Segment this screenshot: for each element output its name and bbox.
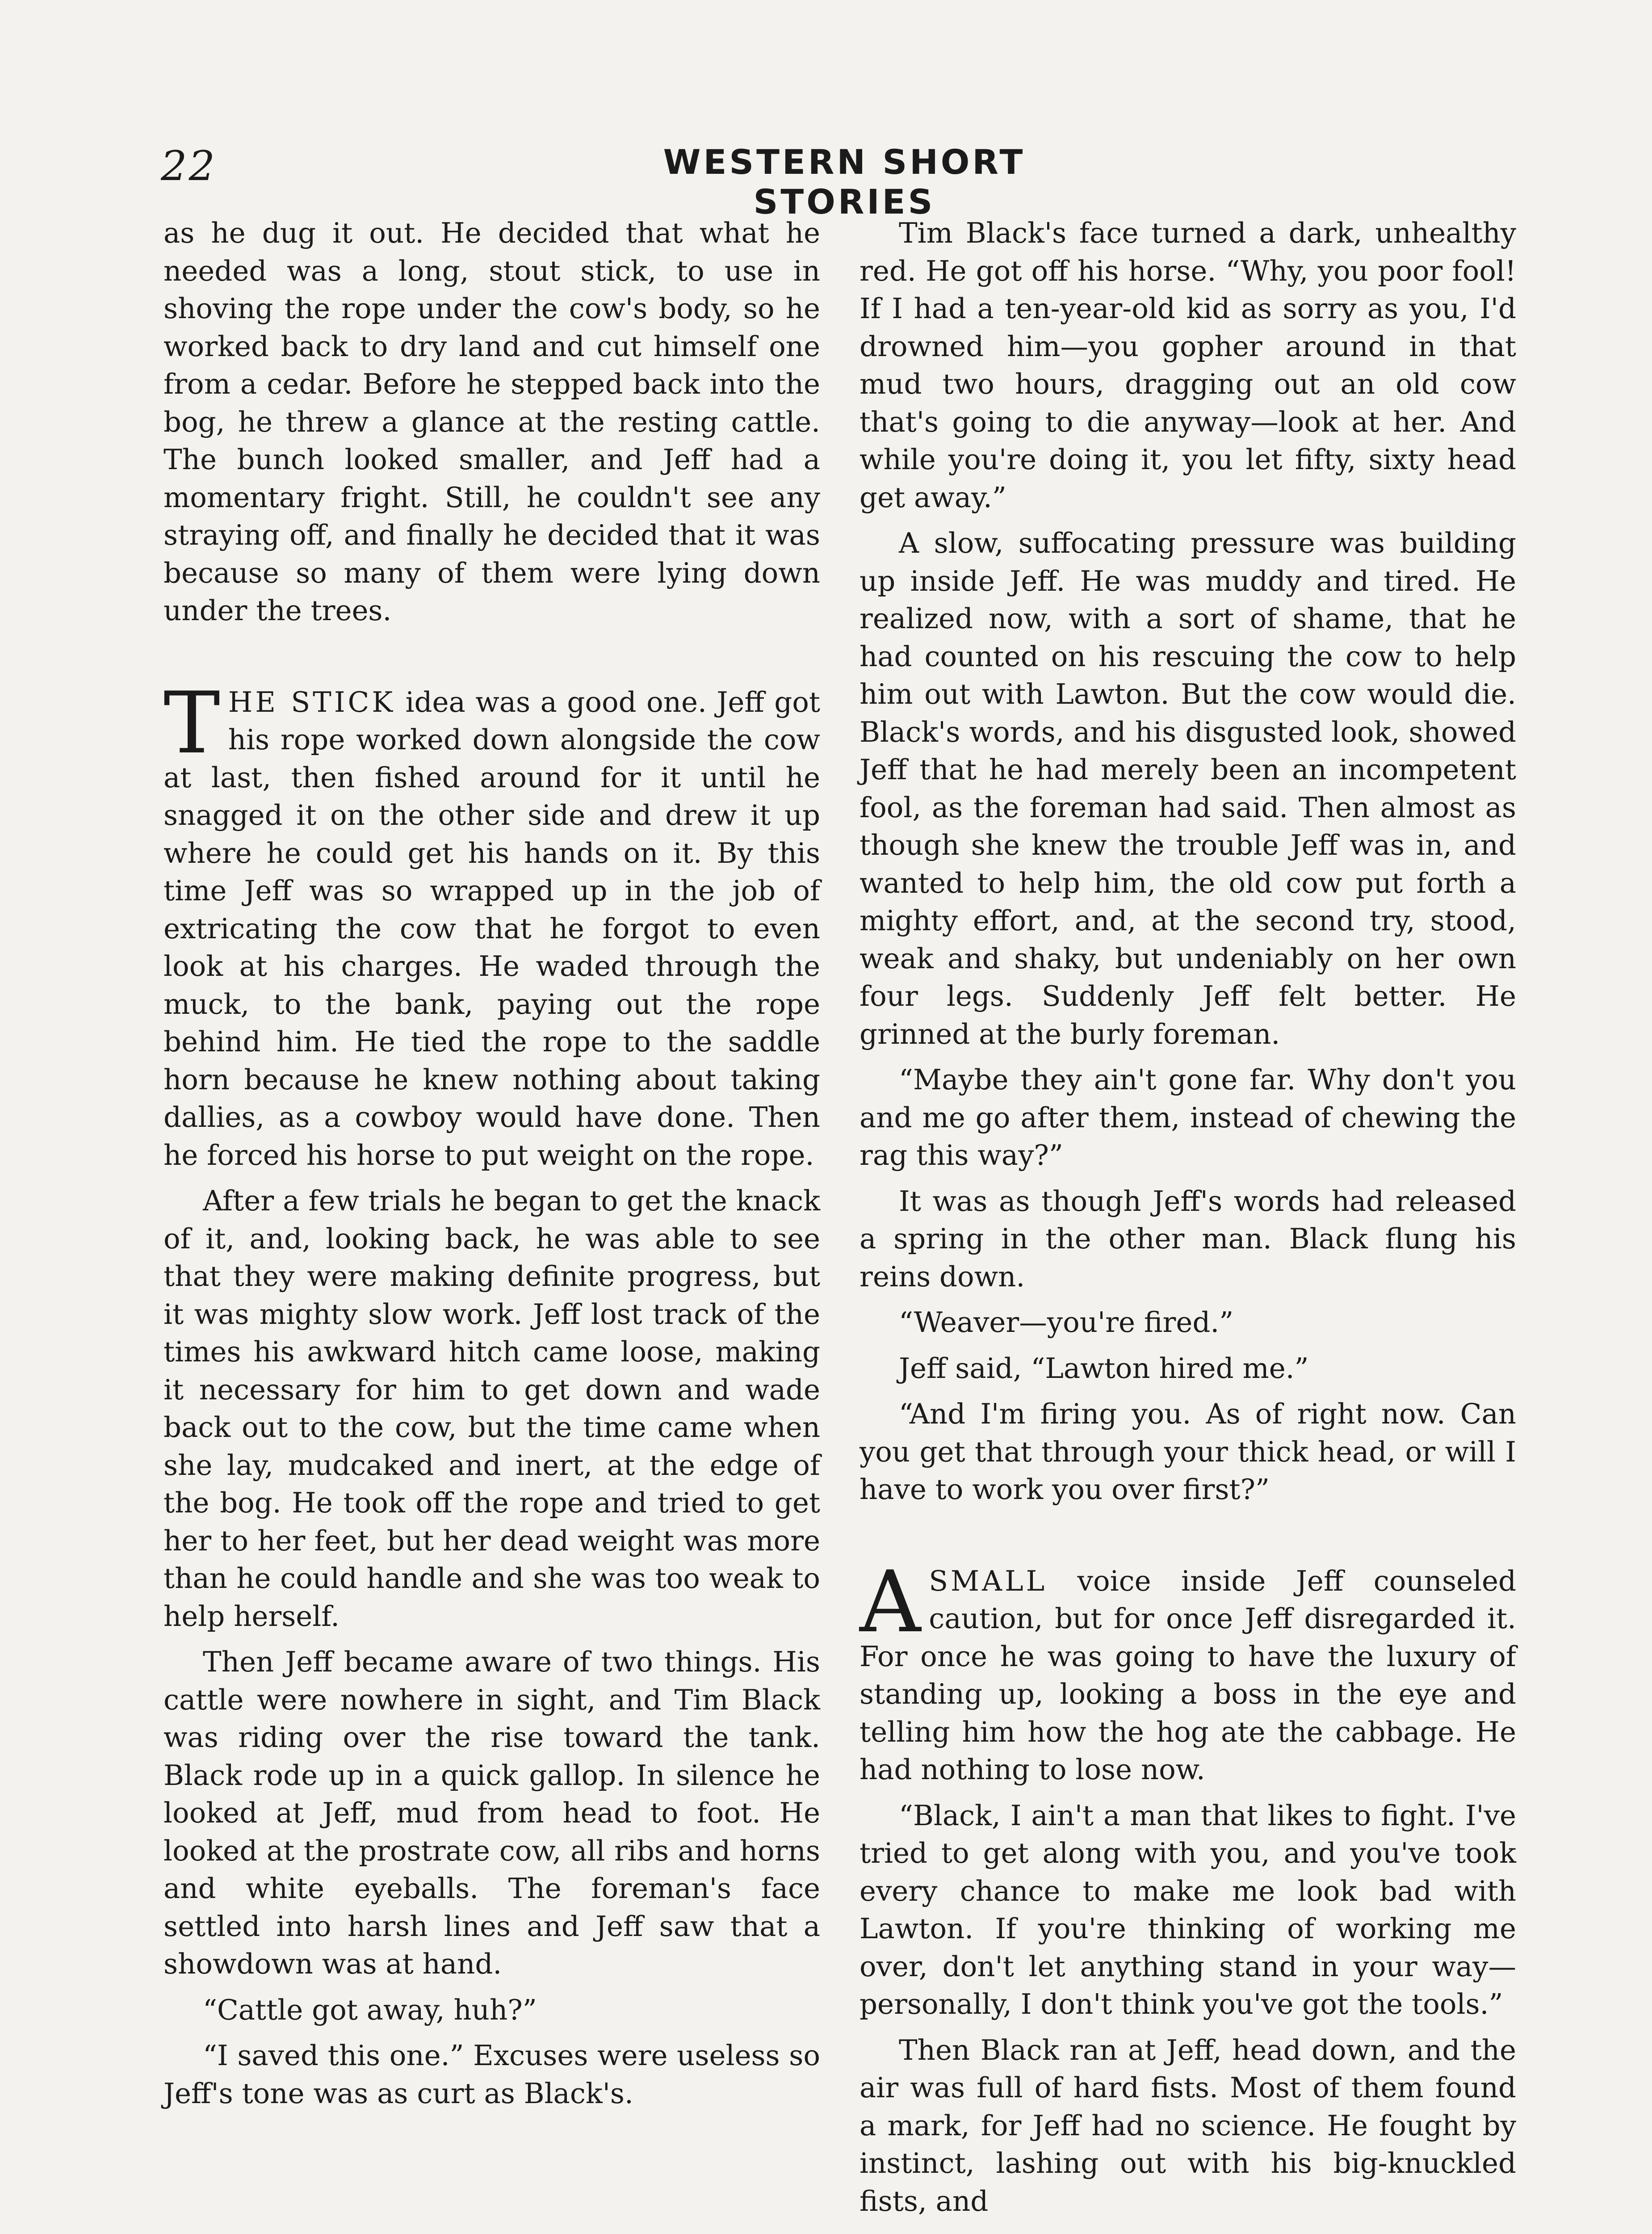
section-start-paragraph <box>860 1552 1516 1789</box>
paragraph: “I saved this one.” Excuses were useless so Jeff's tone was as curt as Black's. <box>164 2039 820 2110</box>
left-column <box>164 214 820 2121</box>
lead-in: HE STICK <box>228 685 396 718</box>
running-head: WESTERN SHORT STORIES <box>663 142 1026 222</box>
paragraph: as he dug it out. He decided that what he needed was a long, stout stick, to use in shoving the rope under the cow's body, so he worked back to dry land and cut himself one from a cedar. Before he stepped back into the bog, he threw a glance at the resting cattle. The bunch looked smaller, and Jeff had a momentary fright. Still, he couldn't see any straying off, and finally he decided that it was because so many of them were lying down under the trees. <box>164 217 820 627</box>
paragraph: Then Black ran at Jeff, head down, and the air was full of hard fists. Most of them found a mark, for Jeff had no science. He fought by instinct, lashing out with his big-knuckled fists, and <box>860 2033 1516 2217</box>
right-column <box>860 214 1516 2228</box>
paragraph: Tim Black's face turned a dark, unhealthy red. He got off his horse. “Why, you poor fool! If I had a ten-year-old kid as sorry as you, I'd drowned him—you gopher around in that mud two hours, dragging out an old cow that's going to die anyway—look at her. And while you're doing it, you let fifty, sixty head get away.” <box>860 217 1516 514</box>
paragraph: A slow, suffocating pressure was building up inside Jeff. He was muddy and tired. He realized now, with a sort of shame, that he had counted on his rescuing the cow to help him out with Lawton. But the cow would die. Black's words, and his disgusted look, showed Jeff that he had merely been an incompetent fool, as the foreman had said. Then almost as though she knew the trouble Jeff was in, and wanted to help him, the old cow put forth a mighty effort, and, at the second try, stood, weak and shaky, but undeniably on her own four legs. Suddenly Jeff felt better. He grinned at the burly foreman. <box>860 527 1516 1050</box>
paragraph-text: idea was a good one. Jeff got his rope worked down alongside the cow at last, then fished around for it until he snagged it on the other side and drew it up where he could get his hands on it. By this time Jeff was so wrapped up in the job of extricating the cow that he forgot to even look at his charges. He waded through the muck, to the bank, paying out the rope behind him. He tied the rope to the saddle horn because he knew nothing about taking dallies, as a cowboy would have done. Then he forced his horse to put weight on the rope. <box>164 685 820 1172</box>
paragraph: Then Jeff became aware of two things. His cattle were nowhere in sight, and Tim Black was riding over the rise toward the tank. Black rode up in a quick gallop. In silence he looked at Jeff, mud from head to foot. He looked at the prostrate cow, all ribs and horns and white eyeballs. The foreman's face settled into harsh lines and Jeff saw that a showdown was at hand. <box>164 1646 820 1980</box>
drop-cap: A <box>860 1552 921 1651</box>
paragraph: “Black, I ain't a man that likes to fight. I've tried to get along with you, and you've took every chance to make me look bad with Lawton. If you're thinking of working me over, don't let anything stand in your way—personally, I don't think you've got the tools.” <box>860 1799 1516 2020</box>
drop-cap: T <box>164 673 220 773</box>
page-header <box>0 142 1652 222</box>
section-start-paragraph <box>164 673 820 1175</box>
paragraph: “Cattle got away, huh?” <box>203 1993 537 2026</box>
page-number: 22 <box>161 142 217 190</box>
paragraph: Jeff said, “Lawton hired me.” <box>899 1352 1309 1385</box>
paragraph: “Weaver—you're fired.” <box>899 1306 1234 1339</box>
paragraph: “And I'm firing you. As of right now. Can you get that through your thick head, or will I have to work you over first?” <box>860 1398 1516 1506</box>
paragraph: “Maybe they ain't gone far. Why don't you and me go after them, instead of chewing the rag this way?” <box>860 1063 1516 1172</box>
paragraph: It was as though Jeff's words had released a spring in the other man. Black flung his reins down. <box>860 1184 1516 1293</box>
paragraph: After a few trials he began to get the knack of it, and, looking back, he was able to see that they were making definite progress, but it was mighty slow work. Jeff lost track of the times his awkward hitch came loose, making it necessary for him to get down and wade back out to the cow, but the time came when she lay, mudcaked and inert, at the edge of the bog. He took off the rope and tried to get her to her feet, but her dead weight was more than he could handle and she was too weak to help herself. <box>164 1184 820 1633</box>
lead-in: SMALL <box>929 1564 1048 1597</box>
paragraph-text: voice inside Jeff counseled caution, but for once Jeff disregarded it. For once he was going to have the luxury of standing up, looking a boss in the eye and telling him how the hog ate the cabbage. He had nothing to lose now. <box>860 1564 1516 1786</box>
